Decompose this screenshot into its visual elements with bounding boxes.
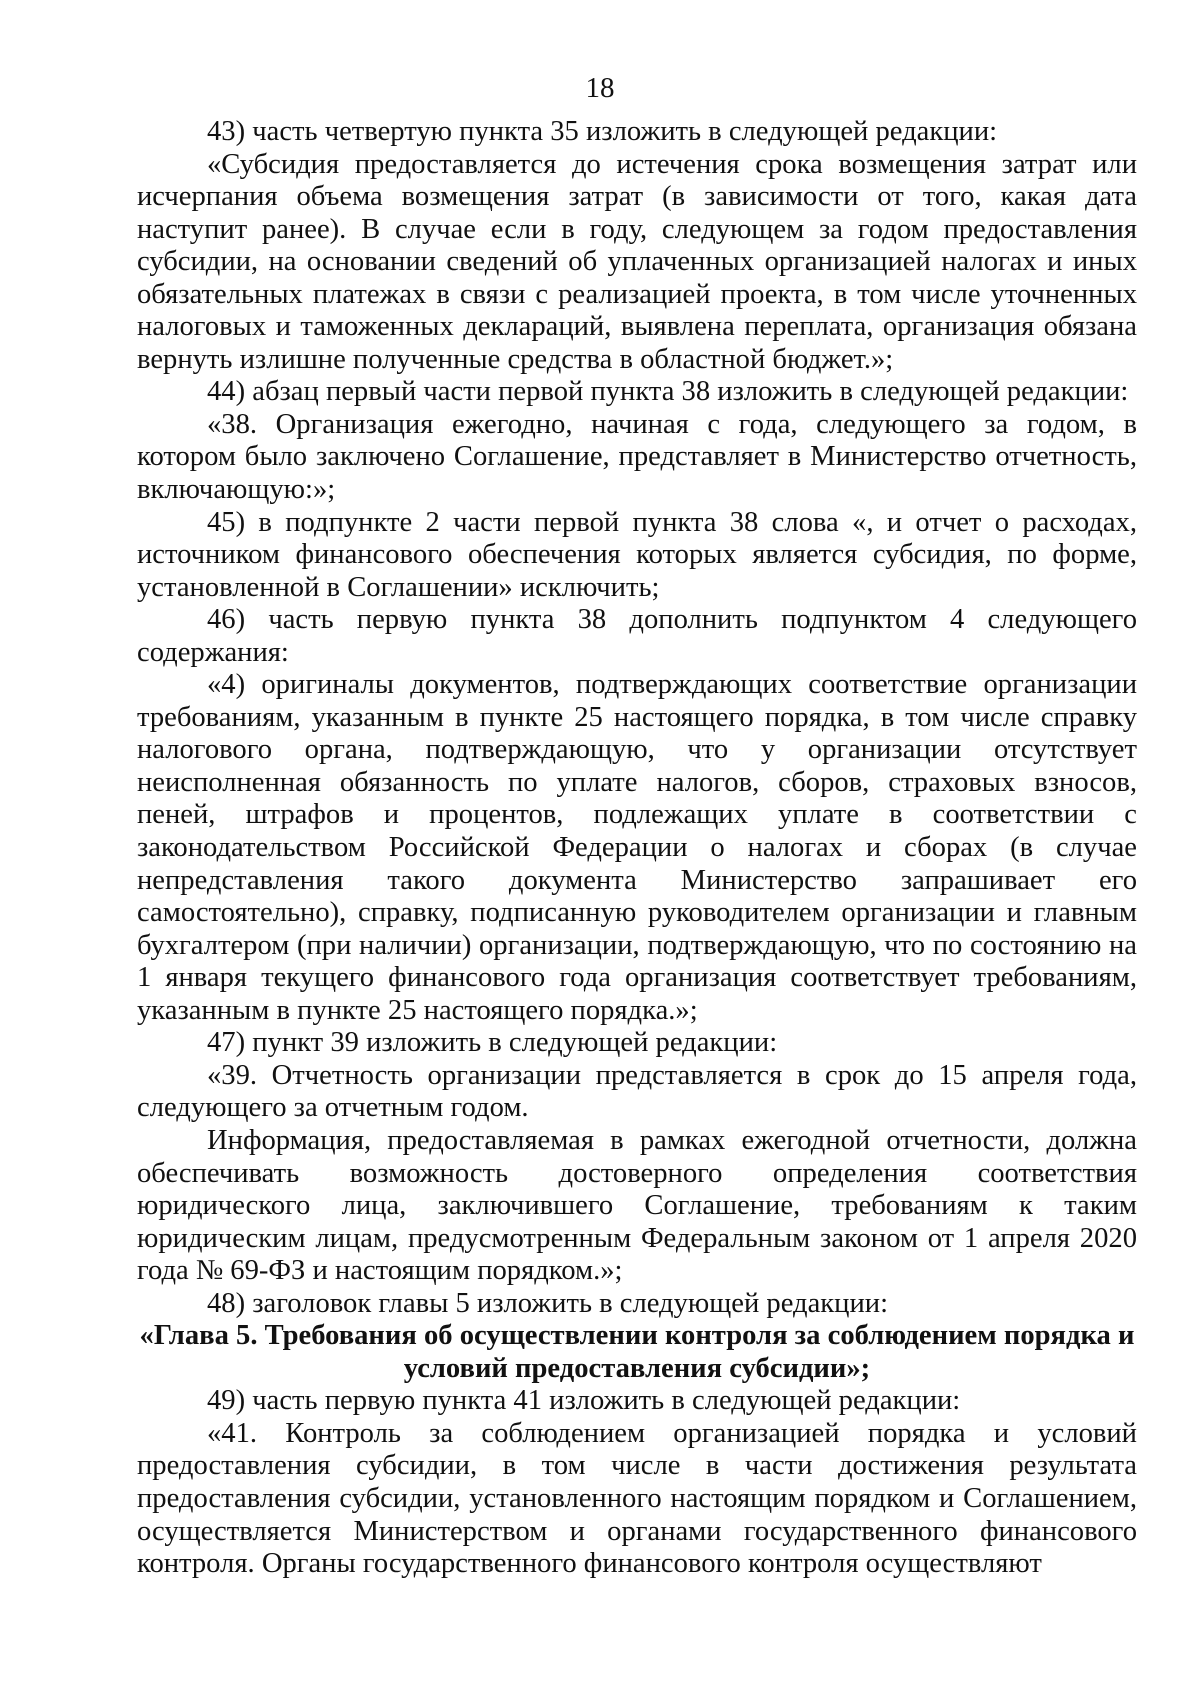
paragraph-item-47: 47) пункт 39 изложить в следующей редакции: — [207, 1027, 778, 1059]
paragraph-item-49: 49) часть первую пункта 41 изложить в следующей редакции: — [207, 1385, 961, 1417]
paragraph-reporting-info: Информация, предоставляемая в рамках ежегодной отчетности, должна обеспечивать возможность достоверного определения соответствия юридического лица, заключившего Соглашение, требованиям к таким юридическим лицам, предусмотренным Федеральным законом от 1 апреля 2020 года № 69-ФЗ и настоящим порядком.»; — [137, 1124, 1137, 1287]
paragraph-item-48: 48) заголовок главы 5 изложить в следующей редакции: — [207, 1287, 889, 1319]
paragraph-point-39: «39. Отчетность организации представляется в срок до 15 апреля года, следующего за отчетным годом. — [137, 1059, 1137, 1124]
paragraph-point-38: «38. Организация ежегодно, начиная с года, следующего за годом, в котором было заключено Соглашение, представляет в Министерство отчетность, включающую:»; — [137, 408, 1137, 506]
document-body — [137, 116, 1137, 1581]
paragraph-item-46: 46) часть первую пункта 38 дополнить подпунктом 4 следующего содержания: — [137, 604, 1137, 668]
paragraph-subpoint-4: «4) оригиналы документов, подтверждающих соответствие организации требованиям, указанным в пункте 25 настоящего порядка, в том числе справку налогового органа, подтверждающую, что у организации отсутствует неисполненная обязанность по уплате налогов, сборов, страховых взносов, пеней, штрафов и процентов, подлежащих уплате в соответствии с законодательством Российской Федерации о налогах и сборах (в случае непредставления такого документа Министерство запрашивает его самостоятельно), справку, подписанную руководителем организации и главным бухгалтером (при наличии) организации, подтверждающую, что по состоянию на 1 января текущего финансового года организация соответствует требованиям, указанным в пункте 25 настоящего порядка.»; — [137, 669, 1137, 1026]
paragraph-item-44: 44) абзац первый части первой пункта 38 изложить в следующей редакции: — [207, 376, 1129, 408]
page-number: 18 — [585, 72, 615, 104]
paragraph-subsidy-text: «Субсидия предоставляется до истечения срока возмещения затрат или исчерпания объема возмещения затрат (в зависимости от того, какая дата наступит ранее). В случае если в году, следующем за годом предоставления субсидии, на основании сведений об уплаченных организацией налогах и иных обязательных платежах в связи с реализацией проекта, в том числе уточненных налоговых и таможенных деклараций, выявлена переплата, организация обязана вернуть излишне полученные средства в областной бюджет.»; — [137, 148, 1137, 375]
chapter-5-heading: «Глава 5. Требования об осуществлении контроля за соблюдением порядка и условий предоставления субсидии»; — [139, 1320, 1135, 1384]
paragraph-item-43: 43) часть четвертую пункта 35 изложить в следующей редакции: — [207, 116, 998, 147]
paragraph-point-41: «41. Контроль за соблюдением организацией порядка и условий предоставления субсидии, в том числе в части достижения результата предоставления субсидии, установленного настоящим порядком и Соглашением, осуществляется Министерством и органами государственного финансового контроля. Органы государственного финансового контроля осуществляют — [137, 1417, 1137, 1580]
paragraph-item-45: 45) в подпункте 2 части первой пункта 38 слова «, и отчет о расходах, источником финансового обеспечения которых является субсидия, по форме, установленной в Соглашении» исключить; — [137, 506, 1137, 603]
